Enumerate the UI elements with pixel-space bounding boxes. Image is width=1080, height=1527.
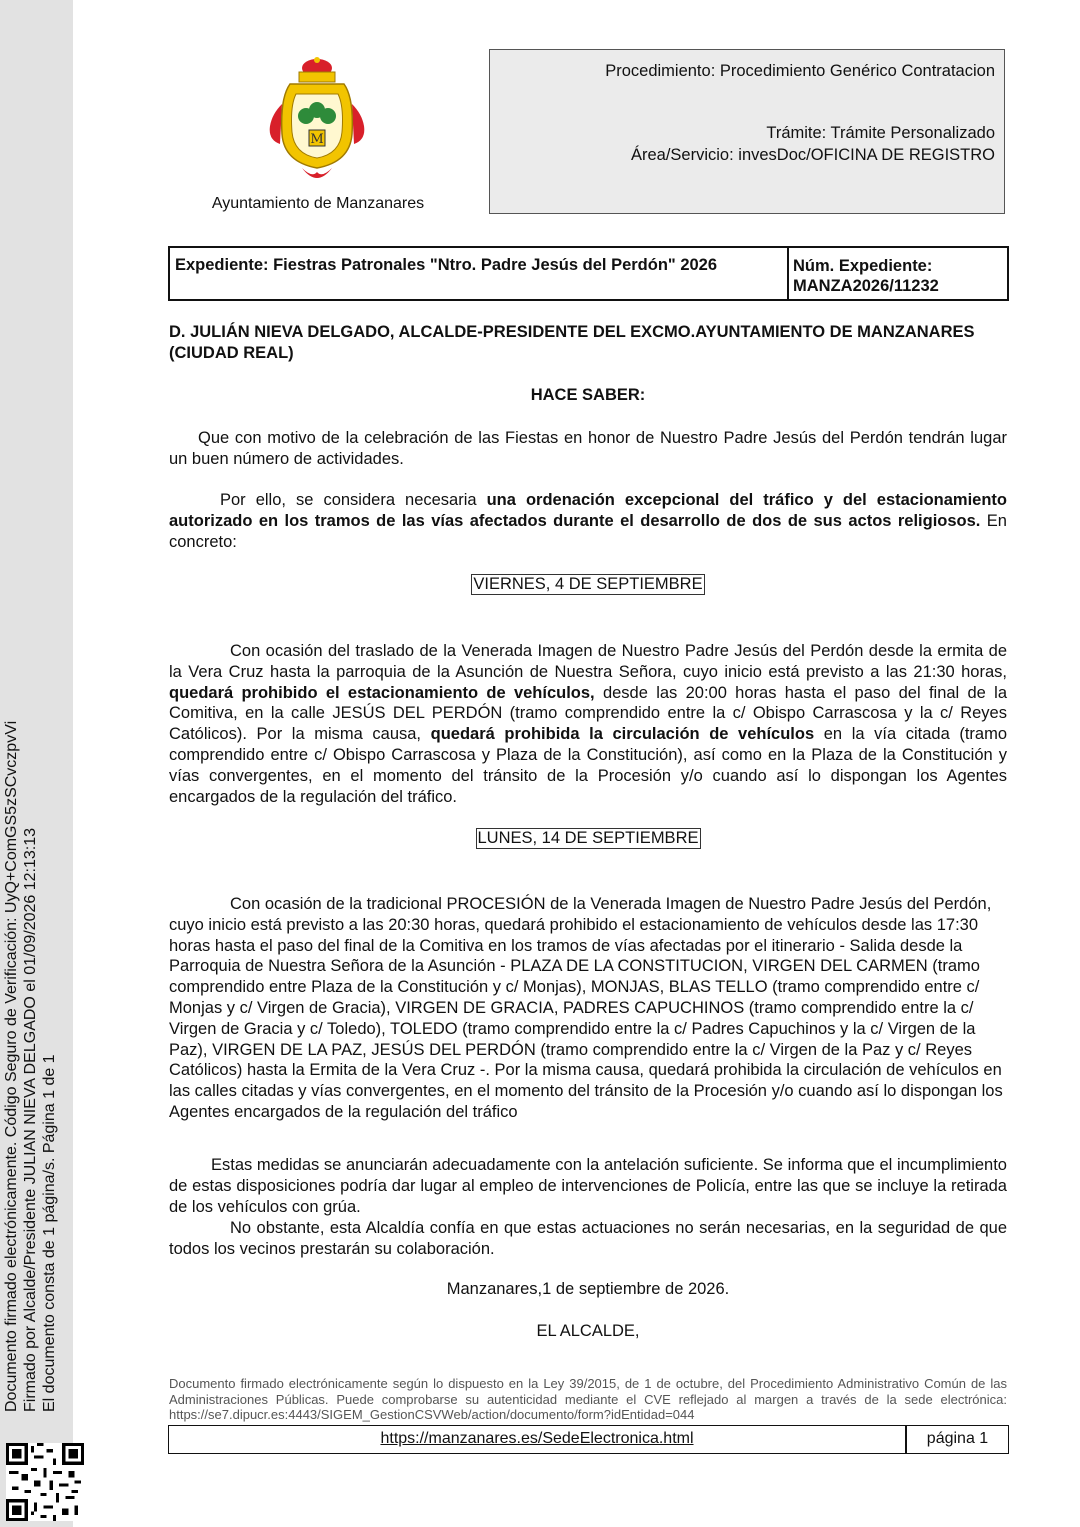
- viernes-text-a: Con ocasión del traslado de la Venerada Imagen de Nuestro Padre Jesús del Perdón desde la ermita de la Vera Cruz hasta la parroquia de la Asunción de Nuestra Señora, cuyo inicio está previsto a las 21:30 horas,: [169, 642, 1007, 681]
- date-heading-2: [169, 828, 1007, 849]
- area-line: Área/Servicio: invesDoc/OFICINA DE REGISTRO: [630, 146, 995, 164]
- legal-notice: Documento firmado electrónicamente según lo dispuesto en la Ley 39/2015, de 1 de octubre, del Procedimiento Administrativo Común de las Administraciones Públicas. Puede comprobarse su autenticidad mediante el CVE reflejado al margen a través de la sede electrónica: https://se7.dipucr.es:4443/SIGEM_GestionCSVWeb/action/documento/form?idEntidad=044: [169, 1376, 1007, 1422]
- municipal-crest-logo: [262, 54, 372, 188]
- viernes-paragraph: [169, 641, 1007, 807]
- verification-line-1: Documento firmado electrónicamente. Código Seguro de Verificación: UyQ+ComGS5zSCvczpvVi: [3, 720, 20, 1412]
- footer-bar: [168, 1425, 1009, 1454]
- date-heading-1: [169, 574, 1007, 595]
- intro-paragraph: Que con motivo de la celebración de las Fiestas en honor de Nuestro Padre Jesús del Perdón tendrán lugar un buen número de actividades.: [169, 429, 1007, 468]
- expediente-number-value: MANZA2026/11232: [793, 277, 939, 295]
- expediente-number: [793, 256, 939, 296]
- table-divider: [787, 248, 789, 299]
- authority-heading: D. JULIÁN NIEVA DELGADO, ALCALDE-PRESIDENTE DEL EXCMO.AYUNTAMIENTO DE MANZANARES (CIUDAD REAL): [169, 323, 975, 362]
- date-box-2: LUNES, 14 DE SEPTIEMBRE: [477, 829, 699, 847]
- ordenacion-text-b: una ordenación excepcional del tráfico y del estacionamiento autorizado en los tramos de las vías afectados durante el desarrollo de dos de sus actos religiosos.: [169, 491, 1007, 530]
- page-number: página 1: [926, 1430, 989, 1447]
- expediente-number-label: Núm. Expediente:: [793, 257, 933, 275]
- medidas-paragraph: Estas medidas se anunciarán adecuadamente con la antelación suficiente. Se informa que el incumplimiento de estas disposiciones podría dar lugar al empleo de intervenciones de Policía, entre las que se incluye la retirada de los vehículos con grúa.: [169, 1156, 1007, 1216]
- procedure-info-box: [489, 49, 1005, 214]
- date-box-1: VIERNES, 4 DE SEPTIEMBRE: [473, 575, 703, 593]
- viernes-text-d: quedará prohibida la circulación de vehículos: [430, 725, 815, 744]
- municipality-name: Ayuntamiento de Manzanares: [211, 195, 425, 212]
- confia-paragraph: No obstante, esta Alcaldía confía en que estas actuaciones no serán necesarias, en la seguridad de que todos los vecinos prestarán su colaboración.: [169, 1219, 1007, 1258]
- viernes-text-b: quedará prohibido el estacionamiento de vehículos,: [169, 683, 595, 702]
- expediente-table: [168, 246, 1009, 301]
- procedure-line: Procedimiento: Procedimiento Genérico Contratacion: [605, 62, 995, 80]
- signer-title: EL ALCALDE,: [536, 1322, 640, 1340]
- hace-saber-heading: HACE SABER:: [530, 386, 646, 404]
- verification-line-2: Firmado por Alcalde/Presidente JULIAN NIEVA DELGADO el 01/09/2026 12:13:13: [22, 827, 39, 1412]
- expediente-title: Expediente: Fiestras Patronales "Ntro. Padre Jesús del Perdón" 2026: [175, 256, 718, 274]
- tramite-line: Trámite: Trámite Personalizado: [766, 124, 995, 142]
- lunes-paragraph: Con ocasión de la tradicional PROCESIÓN de la Venerada Imagen de Nuestro Padre Jesús del Perdón, cuyo inicio está previsto a las 20:30 horas, quedará prohibido el estacionamiento de vehículos desde las 17:30 horas hasta el paso del final de la Comitiva en los tramos de vías afectadas por el itinerario - Salida desde la Parroquia de Nuestra Señora de la Asunción - PLAZA DE LA CONSTITUCION, VIRGEN DEL CARMEN (tramo comprendido entre Plaza de la Constitución y c/ Monjas), MONJAS, BLAS TELLO (tramo comprendido entre c/ Monjas y c/ Virgen de Gracia), VIRGEN DE GRACIA, PADRES CAPUCHINOS (tramo comprendido entre la c/ Virgen de Gracia y c/ Toledo), TOLEDO (tramo comprendido entre la c/ Padres Capuchinos y la c/ Virgen de la Paz), VIRGEN DE LA PAZ, JESÚS DEL PERDÓN (tramo comprendido entre la c/ Virgen de la Paz y c/ Reyes Católicos) hasta la Ermita de la Vera Cruz -. Por la misma causa, quedará prohibida la circulación de vehículos en las calles citadas y vías convergentes, en el momento del tránsito de la Procesión y/o cuando así lo dispongan los Agentes encargados de la regulación del tráfico: [169, 895, 1003, 1121]
- viernes-text-c: desde las 20:00 horas hasta el paso del final de la Comitiva, en la calle JESÚS DEL PERDÓN (tramo comprendido entre la c/ Obispo Carrascosa y la c/ Reyes Católicos). Por la misma causa,: [169, 683, 1007, 744]
- ordenacion-paragraph: [169, 490, 1007, 552]
- viernes-text-e: en la vía citada (tramo comprendido entre c/ Obispo Carrascosa y Plaza de la Constitución), así como en la Plaza de la Constitución y vías convergentes, en el momento del tránsito de la Procesión y/o cuando así lo dispongan los Agentes encargados de la regulación del tráfico.: [169, 725, 1008, 806]
- verification-text: [0, 0, 73, 1420]
- sede-electronica-link[interactable]: https://manzanares.es/SedeElectronica.html: [380, 1430, 694, 1447]
- ordenacion-text-a: Por ello, se considera necesaria: [220, 491, 487, 509]
- qr-code: [6, 1443, 84, 1521]
- svg-text:M: M: [310, 132, 324, 147]
- place-date: Manzanares,1 de septiembre de 2026.: [446, 1280, 730, 1298]
- verification-line-3: El documento consta de 1 página/s. Página 1 de 1: [41, 1054, 58, 1412]
- ordenacion-text-c: En concreto:: [169, 511, 1007, 551]
